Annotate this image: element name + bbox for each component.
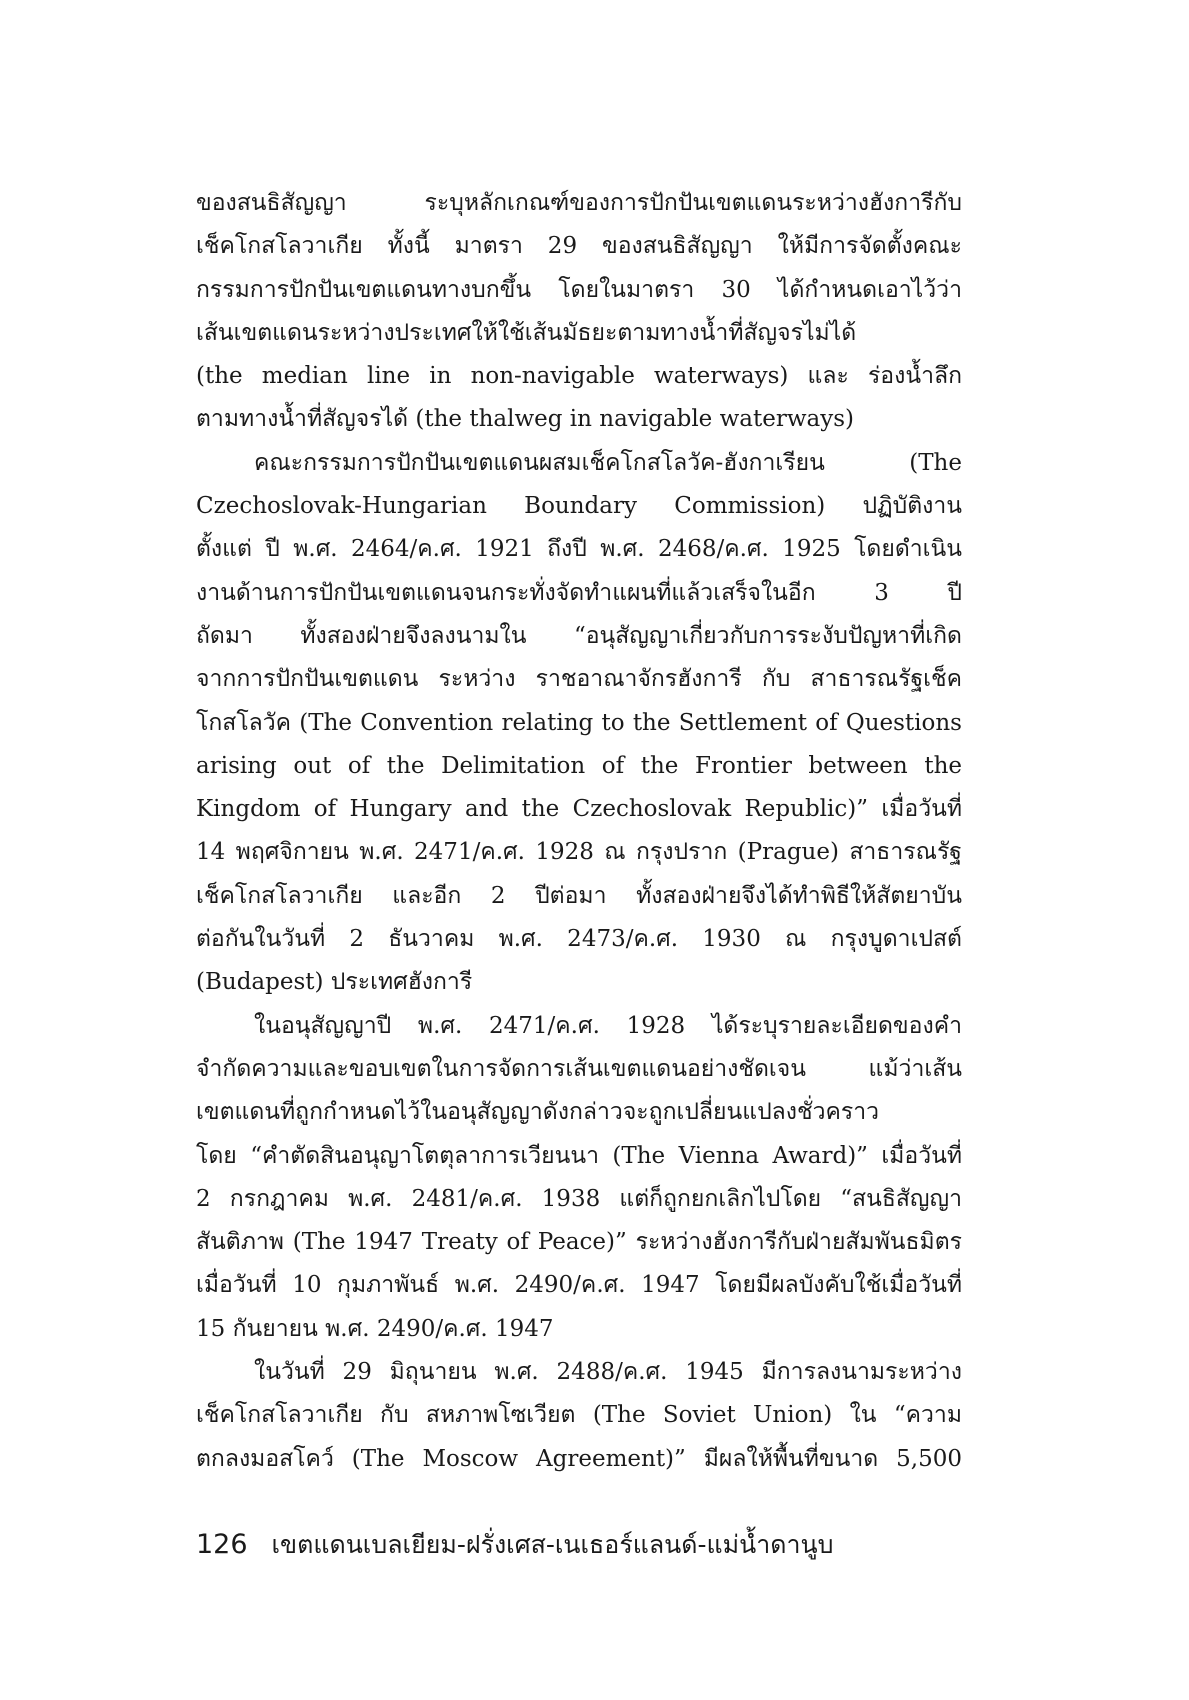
- text-line: ถัดมา ทั้งสองฝ่ายจึงลงนามใน “อนุสัญญาเกี่ยวกับการระงับปัญหาที่เกิด: [196, 622, 962, 649]
- text-line: เส้นเขตแดนระหว่างประเทศให้ใช้เส้นมัธยะตามทางน้ำที่สัญจรไม่ได้: [196, 319, 857, 346]
- text-line: (the median line in non-navigable waterways) และ ร่องน้ำลึก: [196, 363, 962, 390]
- text-line: จากการปักปันเขตแดน ระหว่าง ราชอาณาจักรฮังการี กับ สาธารณรัฐเช็ค: [196, 666, 962, 693]
- page-footer: [196, 1525, 962, 1565]
- text-line: โกสโลวัค (The Convention relating to the Settlement of Questions: [196, 709, 962, 736]
- paragraph-first-line: ในวันที่ 29 มิถุนายน พ.ศ. 2488/ค.ศ. 1945 มีการลงนามระหว่าง: [254, 1359, 962, 1386]
- text-line: Czechoslovak-Hungarian Boundary Commission) ปฏิบัติงาน: [196, 493, 962, 520]
- text-line: สันติภาพ (The 1947 Treaty of Peace)” ระหว่างฮังการีกับฝ่ายสัมพันธมิตร: [196, 1229, 962, 1256]
- body-text: [196, 182, 962, 1481]
- text-line: Kingdom of Hungary and the Czechoslovak Republic)” เมื่อวันที่: [196, 796, 962, 823]
- text-line: เช็คโกสโลวาเกีย ทั้งนี้ มาตรา 29 ของสนธิสัญญา ให้มีการจัดตั้งคณะ: [196, 233, 962, 260]
- text-line: กรรมการปักปันเขตแดนทางบกขึ้น โดยในมาตรา 30 ได้กำหนดเอาไว้ว่า: [196, 276, 962, 303]
- text-line: เช็คโกสโลวาเกีย และอีก 2 ปีต่อมา ทั้งสองฝ่ายจึงได้ทำพิธีให้สัตยาบัน: [196, 882, 962, 909]
- paragraph-first-line: ในอนุสัญญาปี พ.ศ. 2471/ค.ศ. 1928 ได้ระบุรายละเอียดของคำ: [254, 1012, 962, 1039]
- text-line: เขตแดนที่ถูกกำหนดไว้ในอนุสัญญาดังกล่าวจะถูกเปลี่ยนแปลงชั่วคราว: [196, 1099, 880, 1126]
- text-line: งานด้านการปักปันเขตแดนจนกระทั่งจัดทำแผนที่แล้วเสร็จในอีก 3 ปี: [196, 579, 962, 606]
- text-line: 14 พฤศจิกายน พ.ศ. 2471/ค.ศ. 1928 ณ กรุงปราก (Prague) สาธารณรัฐ: [196, 839, 962, 866]
- text-line: ตั้งแต่ ปี พ.ศ. 2464/ค.ศ. 1921 ถึงปี พ.ศ. 2468/ค.ศ. 1925 โดยดำเนิน: [196, 536, 962, 563]
- text-line: เมื่อวันที่ 10 กุมภาพันธ์ พ.ศ. 2490/ค.ศ. 1947 โดยมีผลบังคับใช้เมื่อวันที่: [196, 1272, 962, 1299]
- page-number: 126: [196, 1529, 248, 1560]
- text-line: เช็คโกสโลวาเกีย กับ สหภาพโซเวียต (The Soviet Union) ใน “ความ: [196, 1402, 962, 1429]
- text-line: 15 กันยายน พ.ศ. 2490/ค.ศ. 1947: [196, 1315, 554, 1342]
- text-line: ตามทางน้ำที่สัญจรได้ (the thalweg in navigable waterways): [196, 406, 855, 433]
- paragraph-first-line: คณะกรรมการปักปันเขตแดนผสมเช็คโกสโลวัค-ฮังกาเรียน (The: [254, 449, 962, 476]
- text-line: ต่อกันในวันที่ 2 ธันวาคม พ.ศ. 2473/ค.ศ. 1930 ณ กรุงบูดาเปสต์: [196, 926, 962, 953]
- text-line: 2 กรกฎาคม พ.ศ. 2481/ค.ศ. 1938 แต่ก็ถูกยกเลิกไปโดย “สนธิสัญญา: [196, 1185, 962, 1212]
- text-line: ของสนธิสัญญา ระบุหลักเกณฑ์ของการปักปันเขตแดนระหว่างฮังการีกับ: [196, 190, 962, 216]
- text-line: arising out of the Delimitation of the Frontier between the: [196, 752, 962, 779]
- text-line: (Budapest) ประเทศฮังการี: [196, 969, 473, 996]
- text-line: ตกลงมอสโคว์ (The Moscow Agreement)” มีผลให้พื้นที่ขนาด 5,500: [196, 1445, 962, 1472]
- text-line: โดย “คำตัดสินอนุญาโตตุลาการเวียนนา (The Vienna Award)” เมื่อวันที่: [196, 1142, 962, 1169]
- running-title: เขตแดนเบลเยียม-ฝรั่งเศส-เนเธอร์แลนด์-แม่น้ำดานูบ: [271, 1530, 834, 1559]
- text-line: จำกัดความและขอบเขตในการจัดการเส้นเขตแดนอย่างชัดเจน แม้ว่าเส้น: [196, 1055, 962, 1082]
